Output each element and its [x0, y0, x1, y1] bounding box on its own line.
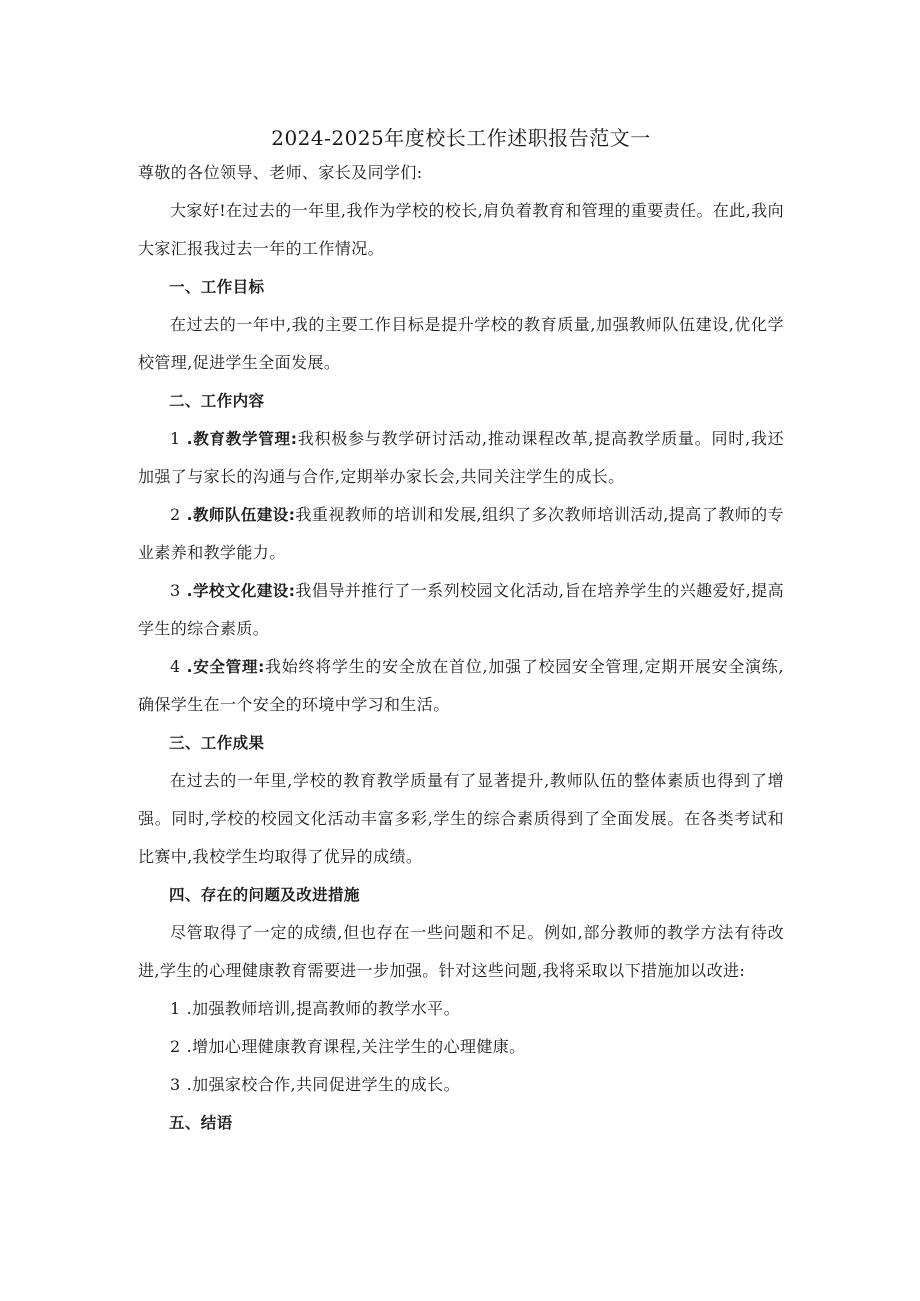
- intro-paragraph: 大家好!在过去的一年里,我作为学校的校长,肩负着教育和管理的重要责任。在此,我向大家汇报我过去一年的工作情况。: [138, 201, 784, 258]
- measure-item-2: [138, 1028, 784, 1066]
- work-item-text: 我重视教师的培训和发展,组织了多次教师培训活动,提高了教师的专业素养和教学能力。: [138, 505, 784, 562]
- section-heading-results: 三、工作成果: [169, 734, 265, 752]
- measure-item-text: .加强家校合作,共同促进学生的成长。: [186, 1075, 460, 1094]
- section-heading-conclusion: 五、结语: [169, 1114, 233, 1132]
- work-item-4: [138, 648, 784, 724]
- work-item-label: .教育教学管理:: [186, 430, 298, 448]
- work-item-text: 我始终将学生的安全放在首位,加强了校园安全管理,定期开展安全演练,确保学生在一个安全的环境中学习和生活。: [138, 657, 784, 714]
- section-body-problems: 尽管取得了一定的成绩,但也存在一些问题和不足。例如,部分教师的教学方法有待改进,学生的心理健康教育需要进一步加强。针对这些问题,我将采取以下措施加以改进:: [138, 923, 784, 980]
- measure-item-number: 1: [170, 999, 181, 1018]
- salutation: 尊敬的各位领导、老师、家长及同学们:: [138, 163, 423, 182]
- work-item-text: 我积极参与教学研讨活动,推动课程改革,提高教学质量。同时,我还加强了与家长的沟通与合作,定期举办家长会,共同关注学生的成长。: [138, 429, 784, 486]
- work-item-3: [138, 572, 784, 648]
- section-heading-problems: 四、存在的问题及改进措施: [169, 886, 360, 904]
- work-item-label: .安全管理:: [186, 658, 265, 676]
- measure-item-3: [138, 1066, 784, 1104]
- section-body-results: 在过去的一年里,学校的教育教学质量有了显著提升,教师队伍的整体素质也得到了增强。同时,学校的校园文化活动丰富多彩,学生的综合素质得到了全面发展。在各类考试和比赛中,我校学生均取得了优异的成绩。: [138, 771, 784, 866]
- work-item-number: 1: [170, 429, 181, 448]
- section-heading-goals: 一、工作目标: [169, 278, 265, 296]
- work-item-label: .学校文化建设:: [186, 582, 296, 600]
- measure-item-1: [138, 990, 784, 1028]
- work-item-1: [138, 420, 784, 496]
- document-page: [138, 124, 784, 1142]
- measure-item-number: 2: [170, 1037, 181, 1056]
- work-item-2: [138, 496, 784, 572]
- work-item-label: .教师队伍建设:: [186, 506, 296, 524]
- document-title: 2024-2025年度校长工作述职报告范文一: [271, 126, 651, 150]
- work-item-number: 4: [170, 657, 181, 676]
- work-item-number: 3: [170, 581, 181, 600]
- section-heading-content: 二、工作内容: [169, 392, 265, 410]
- work-item-text: 我倡导并推行了一系列校园文化活动,旨在培养学生的兴趣爱好,提高学生的综合素质。: [138, 581, 784, 638]
- work-item-number: 2: [170, 505, 181, 524]
- measure-item-number: 3: [170, 1075, 181, 1094]
- section-body-goals: 在过去的一年中,我的主要工作目标是提升学校的教育质量,加强教师队伍建设,优化学校管理,促进学生全面发展。: [138, 315, 784, 372]
- measure-item-text: .增加心理健康教育课程,关注学生的心理健康。: [186, 1037, 526, 1056]
- measure-item-text: .加强教师培训,提高教师的教学水平。: [186, 999, 460, 1018]
